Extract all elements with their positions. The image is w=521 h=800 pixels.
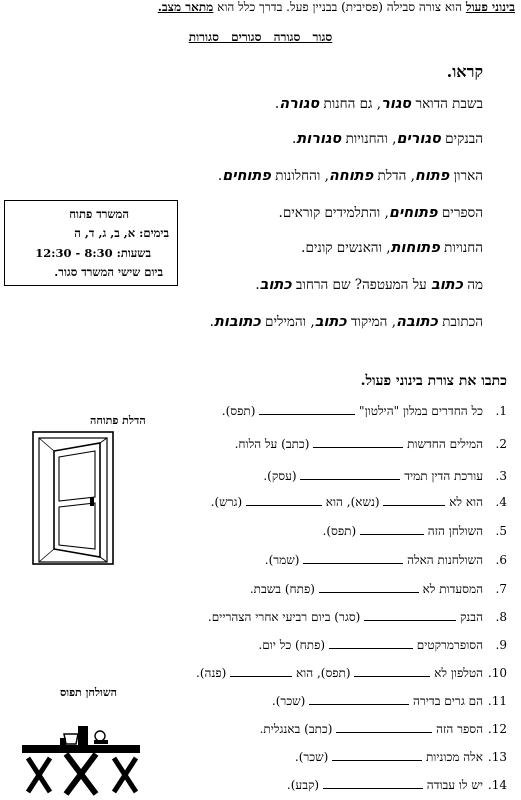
answer-blank[interactable]: [383, 495, 445, 506]
exercise-item: [272, 694, 507, 709]
answer-blank[interactable]: [303, 553, 403, 564]
exercise-text: (פנה).: [196, 666, 231, 680]
exercise-text: (תפס).: [221, 404, 260, 418]
exercise-item: [265, 553, 507, 568]
exercise-number: 7.: [495, 582, 507, 596]
participle-word: פתוחים: [388, 205, 438, 221]
sentence-text: .: [255, 277, 260, 293]
exercise-number: 6.: [495, 553, 507, 567]
exercise-item: [208, 610, 507, 625]
exercise-text: יש לו עבודה: [422, 778, 483, 792]
answer-blank[interactable]: [336, 722, 432, 733]
participle-word: סגורות: [296, 131, 342, 147]
sentence-text: , והחלונות: [270, 168, 329, 184]
answer-blank[interactable]: [360, 524, 424, 535]
sentence-text: הספרים: [437, 205, 483, 221]
sentence-text: , הדלת: [373, 168, 415, 184]
exercise-text: הוא לא: [445, 495, 483, 509]
exercise-number: 3.: [495, 469, 507, 483]
answer-blank[interactable]: [323, 778, 423, 789]
sentence-text: .: [292, 131, 297, 147]
participle-word: כתובות: [213, 314, 261, 330]
exercise-text: (תפס), הוא: [292, 666, 355, 680]
answer-blank[interactable]: [354, 666, 430, 677]
sentence-text: הכתובת: [437, 314, 483, 330]
exercise-item: [323, 524, 507, 539]
exercise-item: [196, 666, 507, 681]
door-label: הדלת פתוחה: [90, 414, 146, 427]
exercise-text: (קבע).: [286, 778, 323, 792]
exercise-item: [260, 722, 507, 737]
forms-header: סגור סגורה סגורים סגורות: [188, 30, 333, 44]
answer-blank[interactable]: [246, 495, 322, 506]
exercise-text: (כתב) באנגלית.: [259, 722, 337, 736]
intro-term: בינוני פעול: [465, 0, 515, 14]
exercise-number: 13.: [487, 750, 507, 764]
exercise-number: 4.: [495, 495, 507, 509]
exercise-item: [250, 582, 507, 597]
sentence-text: החנויות: [439, 240, 483, 256]
intro-line: [158, 0, 515, 15]
participle-word: סגורה: [279, 96, 320, 112]
sentence-text: , והאנשים קונים.: [301, 240, 391, 256]
sentence-text: הארון: [449, 168, 483, 184]
exercise-text: הספר הזה: [432, 722, 483, 736]
sentence-text: בשבת הדואר: [411, 96, 483, 112]
exercise-title: כתבו את צורת בינוני פעול.: [360, 373, 507, 389]
exercise-text: (עסק).: [263, 469, 301, 483]
open-door-icon: [32, 431, 114, 565]
exercise-text: (שכר).: [294, 750, 333, 764]
occupied-table-icon: [20, 722, 142, 796]
participle-word: פתוחות: [390, 240, 440, 256]
participle-word: פתוח: [414, 168, 450, 184]
exercise-text: (כתב) על הלוח.: [234, 437, 314, 451]
exercise-text: השולחן הזה: [423, 524, 483, 538]
answer-blank[interactable]: [332, 750, 422, 761]
reading-sentence: [218, 168, 483, 184]
office-line-2: בימים: א, ב, ג, ד, ה: [74, 226, 169, 240]
exercise-item: [211, 495, 507, 510]
exercise-item: [258, 638, 507, 653]
exercise-text: המילים החדשות: [403, 437, 483, 451]
exercise-text: (פתח) בשבת.: [249, 582, 319, 596]
participle-word: כתוב: [314, 314, 347, 330]
sentence-text: , והמילים: [260, 314, 315, 330]
sentence-text: .: [274, 96, 280, 112]
answer-blank[interactable]: [329, 638, 413, 649]
office-hours-box: [4, 200, 178, 286]
exercise-text: (שכר).: [271, 694, 310, 708]
participle-word: פתוחים: [222, 168, 271, 184]
participle-word: סגורים: [396, 131, 441, 147]
exercise-text: הסופרמרקטים: [412, 638, 483, 652]
exercise-text: עורכת הדין תמיד: [400, 469, 483, 483]
exercise-text: אלה מכוניות: [422, 750, 483, 764]
answer-blank[interactable]: [319, 582, 419, 593]
exercise-item: [287, 778, 507, 793]
office-line-4: ביום שישי המשרד סגור.: [54, 265, 163, 279]
exercise-number: 11.: [487, 694, 507, 708]
exercise-text: (פתח) כל יום.: [258, 638, 329, 652]
sentence-text: , המיקוד: [346, 314, 396, 330]
intro-text: הוא צורה סבילה (פסיבית) בבניין פעל. בדרך כלל הוא: [213, 0, 466, 14]
sentence-text: , גם החנות: [319, 96, 382, 112]
participle-word: כתוב: [430, 277, 463, 293]
reading-sentence: [210, 314, 483, 330]
answer-blank[interactable]: [309, 694, 409, 705]
sentence-text: .: [217, 168, 223, 184]
answer-blank[interactable]: [313, 437, 403, 448]
reading-sentence: [292, 131, 483, 147]
sentence-text: על המעטפה? שם הרחוב: [291, 277, 431, 293]
reading-sentence: [279, 205, 483, 221]
sentence-text: מה: [462, 277, 483, 293]
exercise-text: (תפס).: [322, 524, 360, 538]
table-label: השולחן תפוס: [60, 686, 117, 699]
exercise-text: (סגר) ביום רביעי אחרי הצהריים.: [207, 610, 365, 624]
exercise-text: המסעדות לא: [418, 582, 483, 596]
read-title: קראו.: [446, 62, 483, 81]
answer-blank[interactable]: [259, 404, 355, 415]
reading-sentence: [275, 96, 483, 112]
sentence-text: , והחנויות: [341, 131, 397, 147]
participle-word: כתוב: [259, 277, 292, 293]
exercise-item: [235, 437, 507, 452]
office-line-1: המשרד פתוח: [69, 207, 129, 221]
exercise-text: השולחנות האלה: [403, 553, 483, 567]
exercise-number: 1.: [495, 404, 507, 418]
exercise-text: הבנק: [456, 610, 483, 624]
exercise-number: 10.: [487, 666, 507, 680]
sentence-text: .: [209, 314, 214, 330]
exercise-text: הם גרים בדירה: [409, 694, 483, 708]
exercise-number: 5.: [495, 524, 507, 538]
exercise-number: 9.: [495, 638, 507, 652]
exercise-text: (שמר).: [264, 553, 304, 567]
exercise-number: 2.: [495, 437, 507, 451]
exercise-item: [295, 750, 507, 765]
answer-blank[interactable]: [230, 666, 292, 677]
reading-sentence: [301, 240, 483, 256]
participle-word: פתוחה: [328, 168, 374, 184]
sentence-text: הבנקים: [440, 131, 483, 147]
exercise-number: 14.: [487, 778, 507, 792]
exercise-text: (נשא), הוא: [321, 495, 384, 509]
answer-blank[interactable]: [364, 610, 456, 621]
reading-sentence: [255, 277, 483, 293]
participle-word: כתובה: [396, 314, 438, 330]
exercise-text: הטלפון לא: [430, 666, 483, 680]
intro-term-2: מתאר מצב.: [157, 0, 214, 14]
exercise-item: [263, 469, 507, 484]
exercise-item: [222, 404, 507, 419]
exercise-number: 12.: [487, 722, 507, 736]
sentence-text: , והתלמידים קוראים.: [278, 205, 389, 221]
answer-blank[interactable]: [300, 469, 400, 480]
office-line-3: בשעות: 8:30 - 12:30: [35, 246, 151, 260]
exercise-text: כל החדרים במלון "הילטון": [355, 404, 483, 418]
exercise-text: (גרש).: [210, 495, 246, 509]
exercise-number: 8.: [495, 610, 507, 624]
participle-word: סגור: [381, 96, 412, 112]
